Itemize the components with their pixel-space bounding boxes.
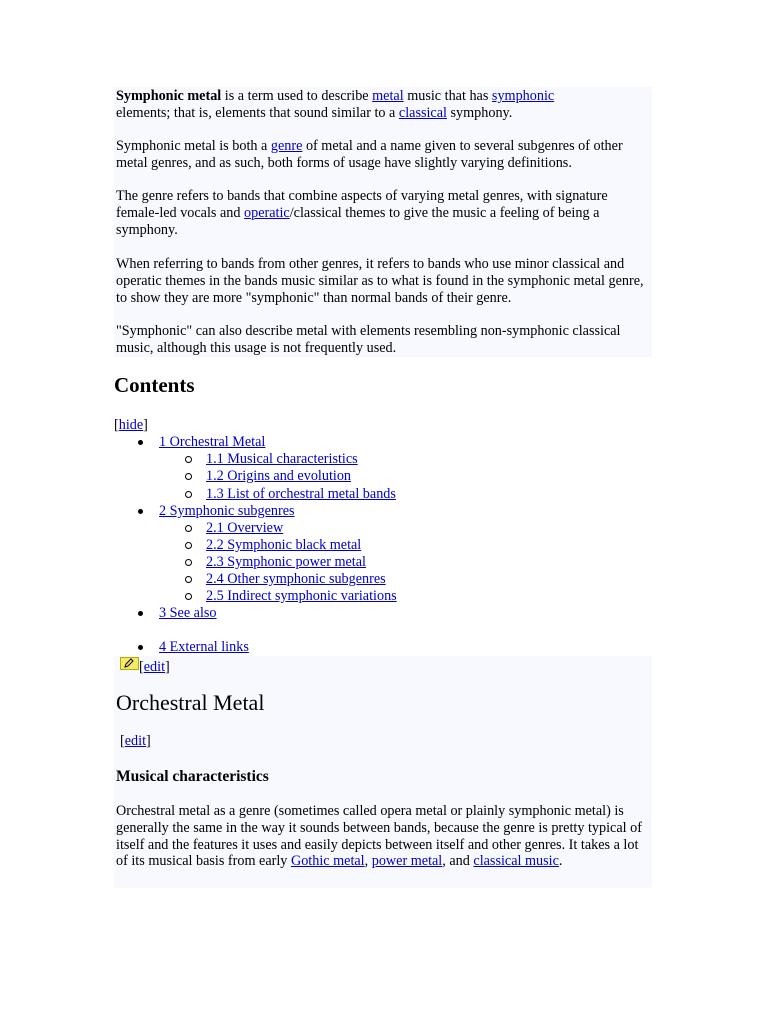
- pencil-edit-icon[interactable]: [120, 657, 139, 670]
- toc-link-see-also[interactable]: 3 See also: [159, 605, 217, 621]
- link-classical[interactable]: classical: [398, 104, 447, 121]
- section-edit-link[interactable]: edit: [124, 733, 147, 749]
- circle-bullet-icon: [185, 473, 192, 480]
- intro-paragraph-1: Symphonic metal is a term used to describe metal music that has symphonic elements; that is, elements that sound similar to a classical symphony.: [116, 88, 555, 121]
- circle-bullet-icon: [185, 542, 192, 549]
- toc-link-band-list[interactable]: 1.3 List of orchestral metal bands: [206, 486, 396, 502]
- circle-bullet-icon: [185, 593, 192, 600]
- toc-item: [206, 537, 361, 554]
- toc-link-musical-characteristics[interactable]: 1.1 Musical characteristics: [206, 451, 358, 467]
- section-edit: [edit]: [120, 733, 151, 749]
- link-classical-music[interactable]: classical music: [473, 853, 559, 870]
- toc-link-symphonic-subgenres[interactable]: 2 Symphonic subgenres: [159, 503, 295, 519]
- toc-item: [206, 451, 358, 468]
- toc-item: [159, 503, 295, 520]
- link-symphonic[interactable]: symphonic: [491, 88, 555, 104]
- toc-link-indirect-variations[interactable]: 2.5 Indirect symphonic variations: [206, 588, 397, 604]
- contents-title: Contents: [114, 373, 195, 397]
- bullet-icon: [138, 509, 143, 514]
- toc-item: [206, 588, 397, 605]
- toc-link-black-metal[interactable]: 2.2 Symphonic black metal: [206, 537, 362, 553]
- toc-item: [206, 554, 366, 571]
- orchestral-section: [114, 656, 652, 888]
- toc-item: [159, 605, 217, 622]
- section-paragraph: Orchestral metal as a genre (sometimes called opera metal or plainly symphonic metal) is generally the same in the way it sounds between bands, because the genre is pretty typical of itself and the features it uses and easily depicts between itself and other genres. It takes a lot of its musical basis from early Gothic metal, power metal, and classical music.: [116, 803, 642, 870]
- toc-item: [206, 520, 283, 537]
- toc-link-other-subgenres[interactable]: 2.4 Other symphonic subgenres: [206, 571, 386, 587]
- intro-block: [114, 87, 652, 357]
- bullet-icon: [138, 440, 143, 445]
- section-title: Orchestral Metal: [116, 690, 265, 715]
- intro-paragraph-5: "Symphonic" can also describe metal with elements resembling non-symphonic classical music, although this usage is not frequently used.: [116, 323, 621, 356]
- intro-paragraph-4: When referring to bands from other genres, it refers to bands who use minor classical and operatic themes in the bands music similar as to what is found in the symphonic metal genre, to show they are more "symphonic" than normal bands of their genre.: [116, 256, 644, 306]
- toc-item: [159, 434, 265, 451]
- toc-item: [206, 468, 351, 485]
- circle-bullet-icon: [185, 456, 192, 463]
- circle-bullet-icon: [185, 491, 192, 498]
- link-operatic[interactable]: operatic: [244, 204, 290, 221]
- toc-item: [159, 639, 249, 656]
- bullet-icon: [138, 645, 143, 650]
- circle-bullet-icon: [185, 576, 192, 583]
- toc-link-power-metal[interactable]: 2.3 Symphonic power metal: [206, 554, 366, 570]
- intro-paragraph-3: The genre refers to bands that combine aspects of varying metal genres, with signature female-led vocals and operatic/classical themes to give the music a feeling of being a symphony.: [116, 188, 608, 238]
- toc-link-external-links[interactable]: 4 External links: [159, 639, 249, 655]
- term-bold: Symphonic metal: [116, 88, 222, 104]
- link-genre[interactable]: genre: [270, 138, 303, 154]
- link-gothic-metal[interactable]: Gothic metal: [290, 853, 365, 870]
- subsection-title: Musical characteristics: [116, 768, 269, 785]
- intro-paragraph-2: Symphonic metal is both a genre of metal and a name given to several subgenres of other metal genres, and as such, both forms of usage have slightly varying definitions.: [116, 138, 623, 171]
- link-power-metal[interactable]: power metal: [371, 853, 443, 870]
- toc-item: [206, 571, 386, 588]
- toc-link-overview[interactable]: 2.1 Overview: [206, 520, 284, 536]
- link-metal[interactable]: metal: [372, 88, 404, 104]
- edit-toolbar: [edit]: [120, 657, 170, 676]
- edit-link[interactable]: edit: [143, 659, 166, 675]
- toc-link-orchestral-metal[interactable]: 1 Orchestral Metal: [159, 434, 266, 450]
- circle-bullet-icon: [185, 559, 192, 566]
- bullet-icon: [138, 611, 143, 616]
- toc-item: [206, 486, 396, 503]
- toc-toggle: [hide]: [114, 417, 148, 433]
- toc-link-origins[interactable]: 1.2 Origins and evolution: [206, 468, 352, 484]
- toc-hide-link[interactable]: hide: [118, 417, 144, 433]
- circle-bullet-icon: [185, 525, 192, 532]
